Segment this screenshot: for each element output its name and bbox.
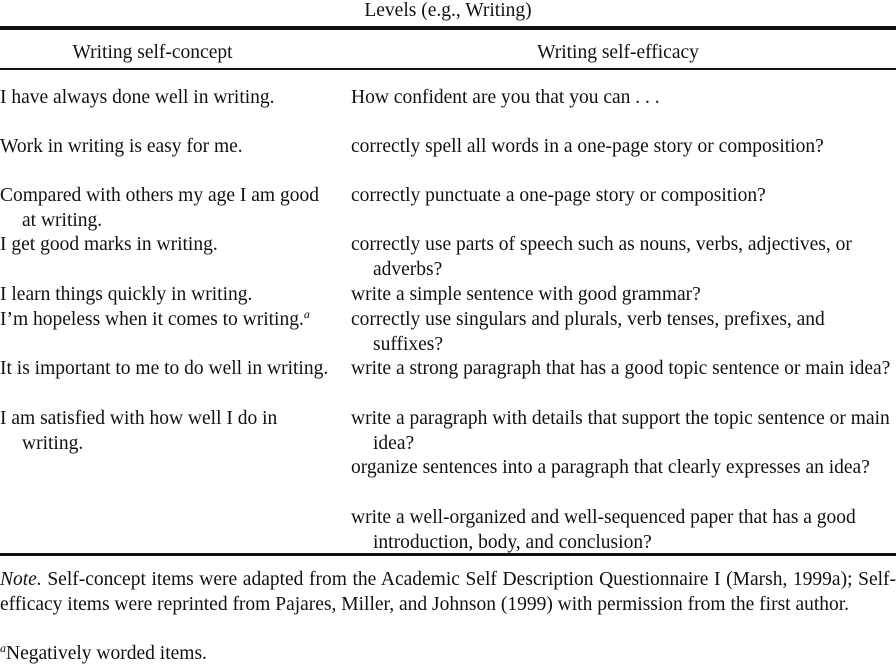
bottom-rule <box>0 553 896 556</box>
table-footnote <box>0 641 896 666</box>
header-rule <box>0 68 896 70</box>
self-concept-item: Compared with others my age I am good at writing. <box>0 185 319 231</box>
self-concept-item: I learn things quickly in writing. <box>0 284 253 305</box>
self-efficacy-item: write a paragraph with details that support the topic sentence or main idea? <box>351 408 890 454</box>
header-self-concept: Writing self-concept <box>72 42 233 63</box>
self-efficacy-item: correctly use singulars and plurals, verb tenses, prefixes, and suffixes? <box>351 309 825 355</box>
self-concept-item: I get good marks in writing. <box>0 234 218 255</box>
footnote-text: Negatively worded items. <box>6 643 207 664</box>
note-text: Self-concept items were adapted from the Academic Self Description Questionnaire I (Marsh, 1999a); Self-efficacy items were reprinted from Pajares, Miller, and Johnson (1999) with permission from the first author. <box>0 569 896 615</box>
self-efficacy-item: write a well-organized and well-sequenced paper that has a good introduction, body, and conclusion? <box>351 507 856 553</box>
self-concept-item: I am satisfied with how well I do in writing. <box>0 408 278 454</box>
footnote-marker: a <box>303 307 310 321</box>
self-efficacy-prompt: How confident are you that you can . . . <box>351 87 660 108</box>
header-self-efficacy: Writing self-efficacy <box>537 42 699 63</box>
self-concept-item: I’m hopeless when it comes to writing.$^a$ <box>0 307 310 330</box>
self-efficacy-item: correctly spell all words in a one-page story or composition? <box>351 136 824 157</box>
note-label: Note. <box>0 569 42 590</box>
footnote-marker: a <box>0 641 6 655</box>
self-efficacy-item: correctly punctuate a one-page story or composition? <box>351 185 766 206</box>
self-efficacy-item: write a strong paragraph that has a good topic sentence or main idea? <box>351 358 891 379</box>
self-efficacy-item: organize sentences into a paragraph that clearly expresses an idea? <box>351 457 870 478</box>
self-concept-item: Work in writing is easy for me. <box>0 136 243 157</box>
levels-caption: Levels (e.g., Writing) <box>364 0 532 21</box>
self-efficacy-item: correctly use parts of speech such as nouns, verbs, adjectives, or adverbs? <box>351 234 852 280</box>
top-rule <box>0 26 896 30</box>
self-concept-item: It is important to me to do well in writing. <box>0 358 329 379</box>
table-note <box>0 567 896 617</box>
self-concept-item: I have always done well in writing. <box>0 87 275 108</box>
self-efficacy-item: write a simple sentence with good grammar? <box>351 284 701 305</box>
